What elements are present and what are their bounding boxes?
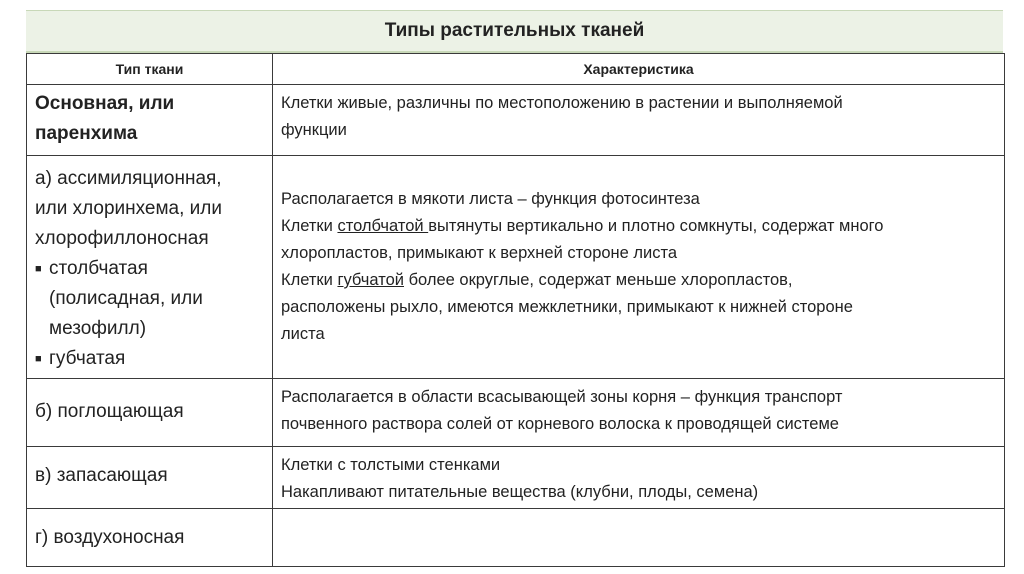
square-bullet-icon: ■	[35, 263, 42, 275]
characteristic-cell	[273, 509, 1005, 567]
char-line: Располагается в области всасывающей зоны корня – функция транспорт	[281, 388, 843, 406]
bullet-text: (полисадная, или	[49, 288, 203, 309]
type-cell	[27, 447, 273, 509]
table-row	[27, 447, 1005, 509]
char-line: почвенного раствора солей от корневого волоска к проводящей системе	[281, 415, 839, 433]
char-line: функции	[281, 121, 347, 139]
type-cell	[27, 509, 273, 567]
underlined-term: губчатой	[337, 271, 404, 289]
char-text: Клетки	[281, 217, 338, 235]
header-row	[27, 54, 1005, 85]
bullet-text: столбчатая	[49, 258, 148, 279]
char-line: листа	[281, 325, 325, 343]
char-line: Клетки живые, различны по местоположению в растении и выполняемой	[281, 94, 843, 112]
characteristic-cell	[273, 156, 1005, 379]
type-cell	[27, 85, 273, 156]
type-cell	[27, 379, 273, 447]
type-line: а) ассимиляционная,	[35, 168, 222, 189]
table-row	[27, 509, 1005, 567]
bullet-text: мезофилл)	[49, 318, 147, 339]
square-bullet-icon: ■	[35, 353, 42, 365]
underlined-term: столбчатой	[337, 217, 429, 235]
header-characteristic: Характеристика	[273, 54, 1005, 85]
bullet-item	[35, 344, 264, 374]
char-line: Располагается в мякоти листа – функция фотосинтеза	[281, 190, 700, 208]
type-line: или хлоринхема, или	[35, 198, 222, 219]
char-text: Клетки	[281, 271, 338, 289]
type-line: хлорофиллоносная	[35, 228, 209, 249]
characteristic-cell	[273, 447, 1005, 509]
type-line: б) поглощающая	[35, 401, 184, 422]
type-line: в) запасающая	[35, 465, 168, 486]
table-row	[27, 85, 1005, 156]
type-line: г) воздухоносная	[35, 527, 185, 548]
char-text: более округлые, содержат меньше хлоропластов,	[404, 271, 793, 289]
table-row	[27, 379, 1005, 447]
char-line	[281, 267, 996, 294]
char-line: хлоропластов, примыкают к верхней стороне листа	[281, 244, 678, 262]
type-line: паренхима	[35, 123, 138, 144]
char-line	[281, 213, 996, 240]
type-cell	[27, 156, 273, 379]
page-title: Типы растительных тканей	[384, 20, 645, 41]
char-text: вытянуты вертикально и плотно сомкнуты, содержат много	[428, 217, 884, 235]
char-line: Клетки с толстыми стенками	[281, 456, 501, 474]
header-type: Тип ткани	[27, 54, 273, 85]
characteristic-cell	[273, 379, 1005, 447]
type-line: Основная, или	[35, 93, 175, 114]
characteristic-cell	[273, 85, 1005, 156]
bullet-item	[35, 254, 264, 284]
tissue-table	[26, 53, 1005, 567]
bullet-text: губчатая	[49, 348, 126, 369]
table-row	[27, 156, 1005, 379]
title-band	[26, 10, 1003, 53]
char-line: расположены рыхло, имеются межклетники, примыкают к нижней стороне	[281, 298, 853, 316]
char-line: Накапливают питательные вещества (клубни, плоды, семена)	[281, 483, 759, 501]
